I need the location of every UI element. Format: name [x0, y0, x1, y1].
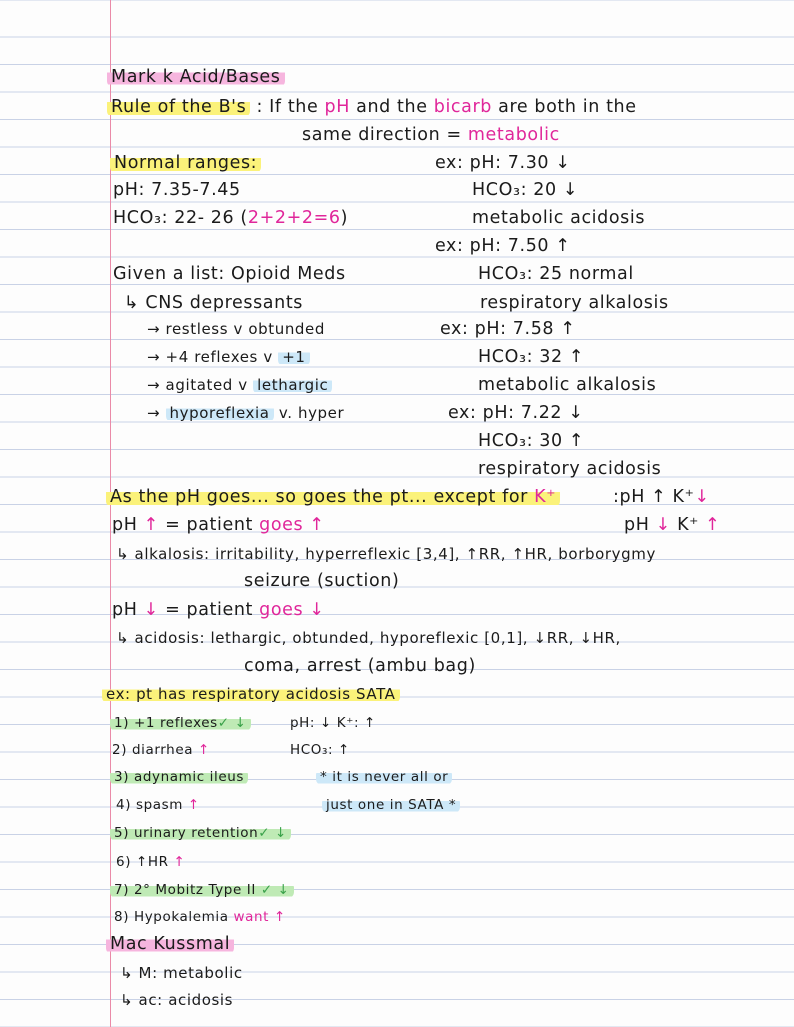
sata-8-note: want ↑	[233, 909, 286, 925]
sata-6-arrow: ↑	[173, 854, 186, 870]
sata-note-2: just one in SATA *	[322, 797, 460, 813]
sata-6	[116, 851, 185, 873]
ex2-hco3: HCO₃: 25 normal	[478, 264, 634, 284]
alkalosis-line: ↳ alkalosis: irritability, hyperreflexic [3,4], ↑RR, ↑HR, borborygmy	[116, 545, 656, 563]
ex2-dx: respiratory alkalosis	[480, 293, 669, 313]
ex3-ph: ex: pH: 7.58 ↑	[440, 319, 576, 339]
k-rule-2-ph: pH	[624, 515, 650, 535]
normal-ranges-line	[110, 152, 261, 174]
sata-4-text: 4) spasm	[116, 797, 184, 813]
title: Mark k Acid/Bases	[107, 67, 285, 87]
hco3-range: HCO₃: 22- 26 (	[113, 208, 248, 228]
sata-1-text: 1) +1 reflexes	[114, 715, 218, 731]
sata-7-mark: ✓ ↓	[260, 882, 290, 898]
sata-5-highlight	[110, 825, 291, 841]
rule-bicarb: bicarb	[433, 97, 492, 117]
sata-4-arrow: ↑	[187, 797, 200, 813]
ph-down-goes: goes ↓	[259, 600, 325, 620]
option-4	[147, 402, 344, 424]
ex1-hco3: HCO₃: 20 ↓	[472, 180, 579, 200]
k-rule-line-1	[613, 486, 710, 508]
sata-5-mark: ✓ ↓	[258, 825, 287, 841]
ph-up-patient: = patient	[165, 515, 253, 535]
sata-8	[114, 906, 286, 928]
sata-6-text: 6) ↑HR	[116, 854, 169, 870]
rule-text-2: and the	[356, 97, 428, 117]
sata-side-hco3: HCO₃: ↑	[290, 742, 350, 758]
rule-text-1: : If the	[256, 97, 319, 117]
ph-up-line	[112, 514, 325, 536]
ex1-dx: metabolic acidosis	[472, 208, 646, 228]
option-3	[147, 374, 332, 396]
rule-ph: pH	[324, 97, 350, 117]
given-list: Given a list: Opioid Meds	[113, 264, 346, 284]
rule-label: Rule of the B's	[107, 97, 250, 117]
ph-down-arrow: ↓	[143, 600, 159, 620]
ex3-dx: metabolic alkalosis	[478, 375, 657, 395]
alkalosis-line-2: seizure (suction)	[244, 571, 400, 591]
sata-1	[110, 712, 251, 734]
sata-1-highlight	[110, 715, 251, 731]
k-rule-line-2	[624, 514, 720, 536]
sata-5-text: 5) urinary retention	[114, 825, 259, 841]
ex4-dx: respiratory acidosis	[478, 459, 662, 479]
sata-2-arrow: ↑	[198, 742, 210, 758]
option-2-answer: +1	[278, 348, 309, 366]
mac-m: ↳ M: metabolic	[120, 964, 243, 982]
sata-3	[110, 766, 248, 788]
option-4-text: v. hyper	[278, 404, 345, 422]
option-1: → restless v obtunded	[147, 320, 326, 338]
acidosis-line: ↳ acidosis: lethargic, obtunded, hyporeflexic [0,1], ↓RR, ↓HR,	[116, 629, 621, 647]
sata-side-ph: pH: ↓ K⁺: ↑	[290, 715, 376, 731]
sata-4	[116, 794, 200, 816]
mac-ac: ↳ ac: acidosis	[120, 991, 234, 1009]
sata-note-1-line	[316, 766, 452, 788]
sata-1-mark: ✓ ↓	[217, 715, 247, 731]
hco3-range-line	[113, 207, 348, 229]
ex2-ph: ex: pH: 7.50 ↑	[435, 236, 571, 256]
option-2	[147, 346, 310, 368]
as-ph-goes-rule: As the pH goes... so goes the pt... except for	[110, 487, 528, 507]
rule-text-3: are both in the	[498, 97, 637, 117]
as-ph-goes-text	[106, 487, 560, 507]
option-3-text: → agitated v	[147, 376, 248, 394]
rule-of-bs-line	[107, 96, 637, 118]
option-4-answer: hyporeflexia	[166, 404, 274, 422]
k-rule-2-up: ↑	[705, 515, 721, 535]
mac-kussmal: Mac Kussmal	[106, 934, 234, 954]
cns-depressants: ↳ CNS depressants	[124, 293, 303, 313]
normal-ranges-heading: Normal ranges:	[110, 153, 261, 173]
sata-note-2-line	[322, 794, 460, 816]
sata-7-text: 7) 2° Mobitz Type II	[114, 882, 256, 898]
ex4-ph: ex: pH: 7.22 ↓	[448, 403, 584, 423]
ph-down-patient: = patient	[165, 600, 253, 620]
option-3-answer: lethargic	[253, 376, 332, 394]
ph-up-arrow: ↑	[143, 515, 159, 535]
ex4-hco3: HCO₃: 30 ↑	[478, 431, 585, 451]
acidosis-line-2: coma, arrest (ambu bag)	[244, 656, 476, 676]
ph-range: pH: 7.35-7.45	[113, 180, 241, 200]
sata-2-text: 2) diarrhea	[112, 742, 194, 758]
option-4-arrow: →	[147, 404, 161, 422]
sata-question: ex: pt has respiratory acidosis SATA	[102, 685, 400, 703]
sata-note-1: * it is never all or	[316, 769, 452, 785]
potassium-exception: K⁺	[534, 487, 557, 507]
rule2-text: same direction =	[302, 125, 462, 145]
sata-3-text: 3) adynamic ileus	[110, 769, 248, 785]
sata-5	[110, 822, 291, 844]
hco3-mnemonic: 2+2+2=6	[247, 208, 341, 228]
ph-up-goes: goes ↑	[259, 515, 325, 535]
ex1-ph: ex: pH: 7.30 ↓	[435, 153, 571, 173]
rule-line-2	[302, 124, 560, 146]
ph-down-label: pH	[112, 600, 138, 620]
title-line	[107, 66, 285, 88]
k-rule-2-k: K⁺	[677, 515, 699, 535]
rule2-metabolic: metabolic	[467, 125, 560, 145]
sata-8-text: 8) Hypokalemia	[114, 909, 229, 925]
k-rule-2-down: ↓	[655, 515, 671, 535]
ex3-hco3: HCO₃: 32 ↑	[478, 347, 585, 367]
ph-up-label: pH	[112, 515, 138, 535]
sata-2	[112, 739, 210, 761]
as-ph-goes-line	[106, 486, 560, 508]
sata-7	[110, 879, 294, 901]
ph-down-line	[112, 599, 325, 621]
sata-7-highlight	[110, 882, 294, 898]
mac-kussmal-line	[106, 933, 234, 955]
k-rule-1: :pH ↑ K⁺	[613, 487, 695, 507]
option-2-text: → +4 reflexes v	[147, 348, 273, 366]
k-rule-1-arrow: ↓	[694, 487, 710, 507]
hco3-range-close: )	[340, 208, 349, 228]
sata-question-line	[102, 683, 400, 705]
